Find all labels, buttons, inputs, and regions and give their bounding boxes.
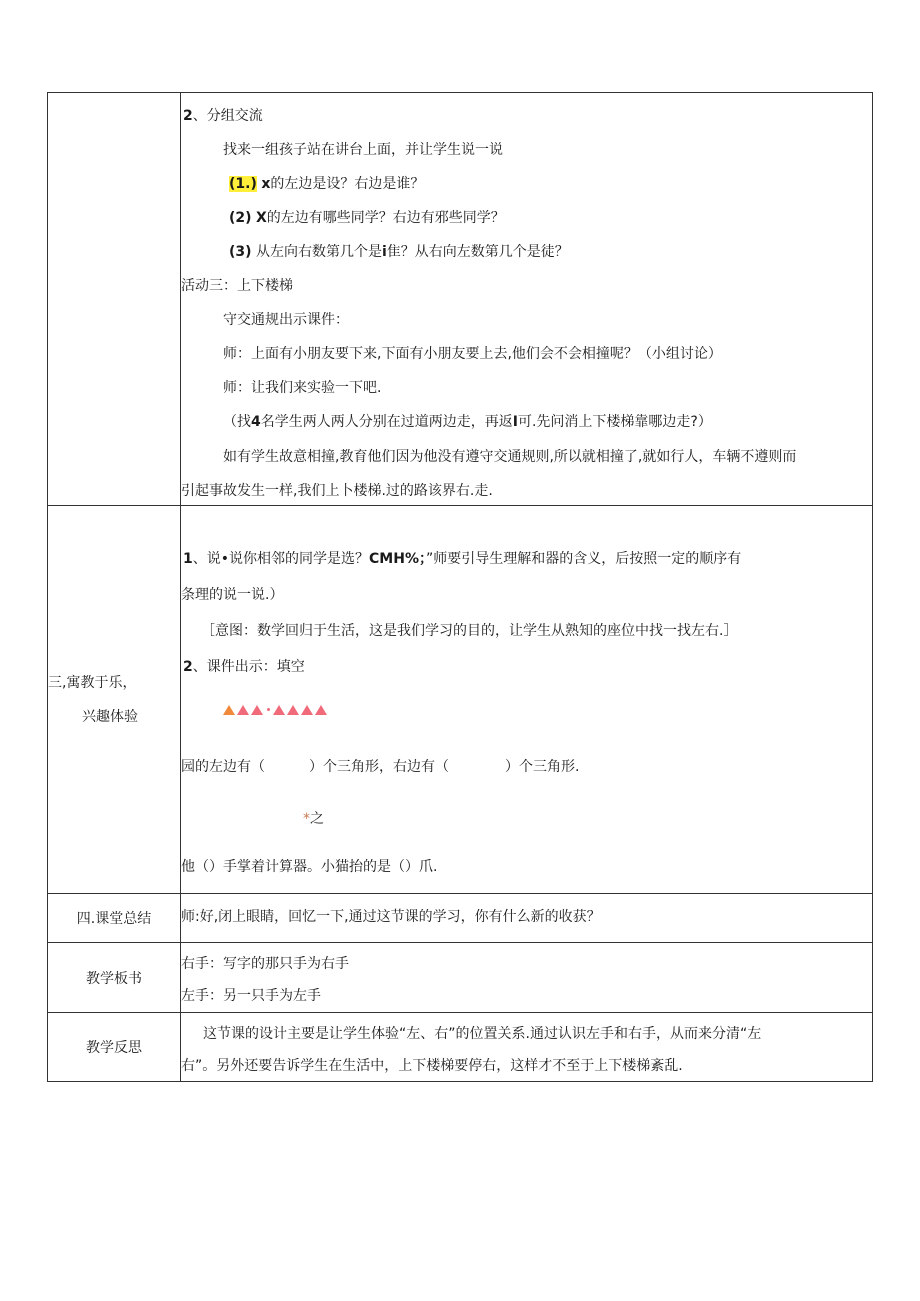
question-variable: i (382, 244, 387, 260)
row5-content-cell (181, 1013, 873, 1082)
row1-content-cell (181, 93, 873, 506)
text-part: 、说•说你相邻的同学是选？ (192, 551, 370, 567)
row2-content-cell (181, 506, 873, 894)
triangle-icon (301, 705, 313, 715)
question-text: 从左向右数第几个是 (256, 244, 382, 260)
intent-line: ［意图：数学回归于生活，这是我们学习的目的，让学生从熟知的座位中找一找左右.］ (201, 623, 738, 639)
reflection-line-1: 这节课的设计主要是让学生体验“左、右”的位置关系.通过认识左手和右手，从而来分清“左 (203, 1026, 762, 1042)
reflection-line-2: 右”。另外还要告诉学生在生活中，上下楼梯要停右，这样才不至于上下楼梯紊乱. (181, 1058, 683, 1074)
text-part: （找 (223, 414, 251, 430)
summary-text: 师:好,闭上眼睛，回忆一下,通过这节课的学习，你有什么新的收获？ (181, 909, 601, 925)
row3-content-cell (181, 894, 873, 943)
question-variable: x (261, 176, 271, 192)
row-group-activity (48, 93, 873, 506)
dot-icon (267, 708, 270, 711)
row2-label-line-2: 兴趣体验 (82, 708, 138, 725)
activity-heading: 活动三：上下楼梯 (181, 278, 293, 294)
bold-letter: I (512, 414, 518, 430)
row5-label-cell: 教学反思 (48, 1013, 181, 1082)
teacher-line-2: 师：让我们来实验一下吧. (223, 380, 382, 396)
lesson-plan-table (47, 92, 873, 1082)
text-part: 名学生两人两人分别在过道两边走，再返 (260, 414, 513, 430)
board-line-1: 右手：写字的那只手为右手 (181, 956, 349, 972)
fill-blank-line (181, 758, 579, 776)
row2-label (48, 666, 180, 734)
blank-text: ）个三角形，右边有（ (309, 759, 449, 775)
triangle-icon (237, 705, 249, 715)
image-caption (303, 810, 324, 828)
row2-label-cell (48, 506, 181, 894)
row1-label-cell (48, 93, 181, 506)
caption-text: 之 (310, 811, 324, 827)
section-title: 、分组交流 (192, 108, 263, 124)
experiment-line (223, 413, 712, 431)
star-icon: * (303, 811, 310, 827)
question-text: 的左边是设？右边是谁？ (270, 176, 425, 192)
section-number: 2 (183, 108, 193, 124)
fill-heading (183, 658, 305, 676)
question-number: (3) (229, 244, 252, 260)
courseware-line: 守交通规出示课件： (223, 312, 349, 328)
triangle-icon (315, 705, 327, 715)
triangle-icon (273, 705, 285, 715)
row-board (48, 943, 873, 1013)
question-2 (229, 209, 505, 227)
teacher-line-1: 师：上面有小朋友要下来,下面有小朋友要上去,他们会不会相撞呢？（小组讨论） (223, 346, 722, 362)
item-number: 1 (183, 551, 193, 567)
row4-label-cell: 教学板书 (48, 943, 181, 1013)
hand-question-line: 他（）手掌着计算器。小猫抬的是（）爪. (181, 859, 438, 875)
text-part: 可.先问消上下楼梯靠哪边走?） (517, 414, 712, 430)
row3-label-cell: 四.课堂总结 (48, 894, 181, 943)
paragraph-line-2: 引起事故发生一样,我们上卜楼梯.过的路该界右.走. (181, 483, 493, 499)
row-fun-experience (48, 506, 873, 894)
paragraph-line-1: 如有学生故意相撞,教育他们因为他没有遵守交通规则,所以就相撞了,就如行人，车辆不遵则而 (223, 449, 797, 465)
question-3 (229, 243, 569, 261)
discussion-line (183, 550, 741, 568)
text-part: 、课件出示：填空 (192, 659, 305, 675)
triangle-icon (223, 705, 235, 715)
row4-content-cell (181, 943, 873, 1013)
row2-label-line-1: 三,寓教于乐， (48, 674, 137, 691)
row-reflection (48, 1013, 873, 1082)
board-line-2: 左手：另一只手为左手 (181, 988, 321, 1004)
bold-number: 4 (251, 414, 261, 430)
triangle-icon (287, 705, 299, 715)
blank-text: ）个三角形. (505, 759, 580, 775)
question-number: (1.) (229, 176, 257, 192)
question-1 (229, 175, 424, 193)
instruction-line: 找来一组孩子站在讲台上面，并让学生说一说 (223, 142, 503, 158)
bold-text: CMH%； (369, 551, 426, 567)
question-variable: X (256, 210, 267, 226)
text-part: ”师要引导生理解和器的含义，后按照一定的顺序有 (425, 551, 742, 567)
triangle-row (223, 702, 329, 720)
discussion-line-2: 条理的说一说.） (181, 587, 284, 603)
section-heading (183, 107, 263, 125)
question-text: 的左边有哪些同学？右边有邪些同学？ (266, 210, 505, 226)
blank-text: 园的左边有（ (181, 759, 265, 775)
item-number: 2 (183, 659, 193, 675)
row-summary (48, 894, 873, 943)
question-number: (2) (229, 210, 252, 226)
triangle-icon (251, 705, 263, 715)
question-text: 隹？从右向左数第几个是徒？ (386, 244, 569, 260)
